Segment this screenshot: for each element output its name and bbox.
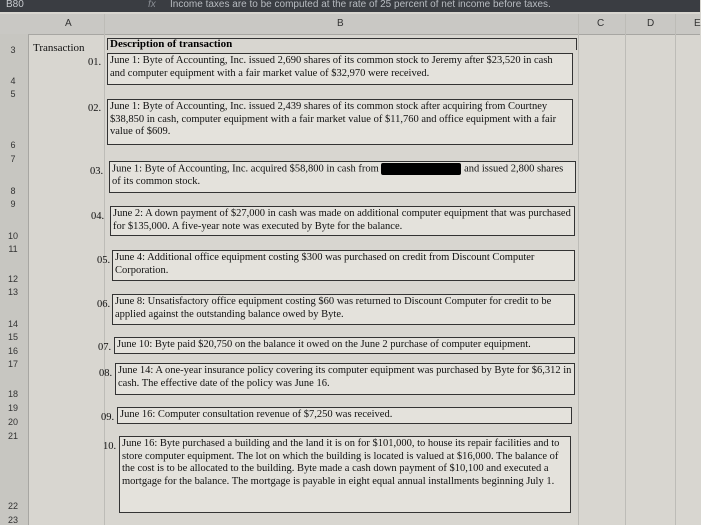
transaction-number: 08. — [99, 368, 113, 379]
row-header[interactable]: 18 — [7, 389, 18, 399]
row-header[interactable]: 7 — [10, 154, 16, 164]
row-header[interactable]: 21 — [7, 431, 18, 441]
row-header[interactable]: 14 — [7, 319, 18, 329]
row-headers — [0, 34, 29, 525]
transaction-number: 10. — [103, 441, 117, 452]
transaction-number: 09. — [101, 412, 115, 423]
transaction-number: 06. — [97, 299, 111, 310]
row-header[interactable]: 8 — [10, 186, 16, 196]
row-header[interactable]: 3 — [10, 45, 16, 55]
column-divider — [578, 14, 579, 525]
row-header[interactable]: 22 — [7, 501, 18, 511]
row-header[interactable]: 9 — [10, 199, 16, 209]
column-header-e[interactable]: E — [694, 18, 701, 29]
row-header[interactable]: 10 — [7, 231, 18, 241]
row-header[interactable]: 15 — [7, 332, 18, 342]
row-header[interactable]: 5 — [10, 89, 16, 99]
column-header-a[interactable]: A — [65, 18, 72, 29]
transaction-number: 03. — [90, 166, 104, 177]
column-divider — [675, 14, 676, 525]
transaction-cell[interactable]: June 1: Byte of Accounting, Inc. issued 2,439 shares of its common stock after acquiring from Courtney $38,850 in cash, computer equipment with a fair market value of $11,760 and office equipment with a fair value of $609. — [107, 99, 573, 145]
redaction-bar — [381, 163, 461, 175]
transaction-cell[interactable]: June 1: Byte of Accounting, Inc. issued 2,690 shares of its common stock to Jeremy after $23,520 in cash and computer equipment with a fair market value of $32,970 were received. — [107, 53, 573, 85]
row-header[interactable]: 23 — [7, 515, 18, 525]
transaction-cell[interactable]: June 2: A down payment of $27,000 in cash was made on additional computer equipment that was purchased for $135,000. A five-year note was executed by Byte for the balance. — [110, 206, 575, 236]
formula-input[interactable]: Income taxes are to be computed at the rate of 25 percent of net income before taxes. — [170, 0, 551, 10]
transaction-number: 02. — [88, 103, 102, 114]
row-header[interactable]: 12 — [7, 274, 18, 284]
row-header[interactable]: 20 — [7, 417, 18, 427]
row-header[interactable]: 13 — [7, 287, 18, 297]
row-header[interactable]: 4 — [10, 76, 16, 86]
transaction-text-a: June 1: Byte of Accounting, Inc. acquired $58,800 in cash from — [112, 163, 379, 175]
transaction-cell[interactable] — [109, 161, 576, 193]
column-header-c[interactable]: C — [597, 18, 605, 29]
cell-reference[interactable]: B80 — [6, 0, 24, 10]
transaction-number: 04. — [91, 211, 105, 222]
row-header[interactable]: 16 — [7, 346, 18, 356]
transaction-number: 01. — [88, 57, 102, 68]
transaction-cell[interactable]: June 8: Unsatisfactory office equipment costing $60 was returned to Discount Computer for credit to be applied against the outstanding balance owed by Byte. — [112, 294, 575, 325]
transaction-cell[interactable]: June 4: Additional office equipment costing $300 was purchased on credit from Discount Computer Corporation. — [112, 250, 575, 281]
column-headers — [0, 14, 700, 35]
row-header[interactable]: 17 — [7, 359, 18, 369]
description-header: Description of transaction — [107, 38, 577, 50]
fx-icon[interactable]: fx — [148, 0, 156, 10]
column-divider — [625, 14, 626, 525]
row-header[interactable]: 6 — [10, 140, 16, 150]
transaction-cell[interactable]: June 16: Computer consultation revenue of $7,250 was received. — [117, 407, 572, 424]
transaction-cell[interactable]: June 10: Byte paid $20,750 on the balance it owed on the June 2 purchase of computer equipment. — [114, 337, 575, 354]
formula-bar — [0, 0, 700, 12]
transaction-cell[interactable]: June 16: Byte purchased a building and the land it is on for $101,000, to house its repair facilities and to store computer equipment. The lot on which the building is located is valued at $16,000. The balance of the cost is to be allocated to the building. Byte made a cash down payment of $10,100 and executed a mortgage for the balance. The mortgage is payable in eight equal annual installments beginning July 1. — [119, 436, 571, 513]
transaction-header: Transaction — [33, 42, 85, 54]
row-header[interactable]: 19 — [7, 403, 18, 413]
column-header-d[interactable]: D — [647, 18, 655, 29]
transaction-cell[interactable]: June 14: A one-year insurance policy covering its computer equipment was purchased by Byte for $6,312 in cash. The effective date of the policy was June 16. — [115, 363, 575, 395]
transaction-number: 05. — [97, 255, 111, 266]
column-header-b[interactable]: B — [337, 18, 344, 29]
transaction-text-b: and issued 2,800 shares of its common stock. — [112, 163, 564, 187]
transaction-number: 07. — [98, 342, 112, 353]
row-header[interactable]: 11 — [8, 244, 18, 254]
